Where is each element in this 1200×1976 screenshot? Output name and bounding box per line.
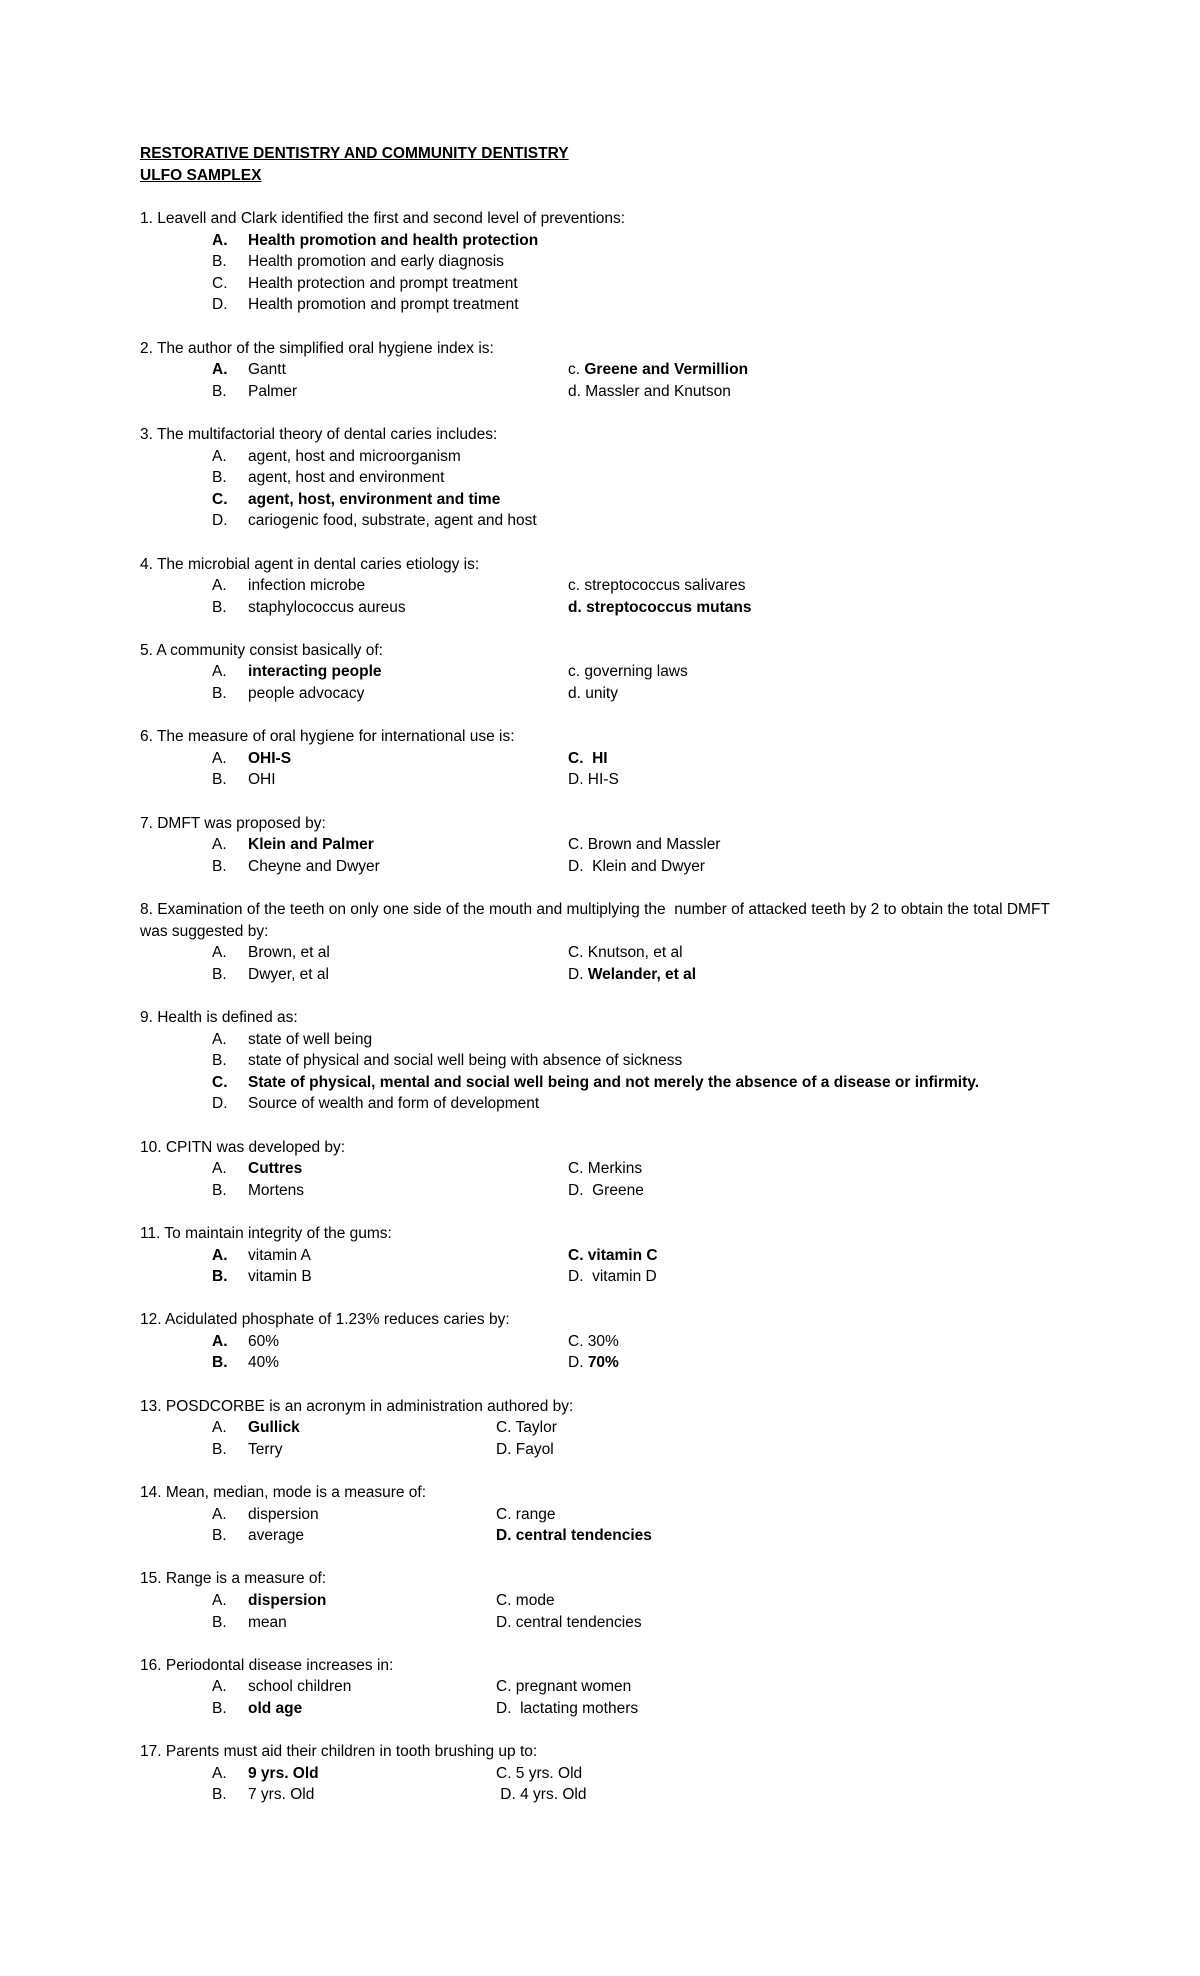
option-letter: B. — [212, 1181, 227, 1199]
answer-option-row — [140, 856, 1080, 878]
option-letter: B. — [212, 1354, 228, 1372]
question-stem: 7. DMFT was proposed by: — [140, 814, 326, 832]
option-right-column — [568, 1266, 657, 1288]
answer-option-row — [140, 942, 1080, 964]
question-item — [140, 899, 1080, 985]
option-text: agent, host and environment — [248, 469, 445, 487]
option-right-column — [568, 683, 618, 705]
option-right-text: C. pregnant women — [496, 1678, 632, 1696]
header-title: RESTORATIVE DENTISTRY AND COMMUNITY DENTISTRY — [140, 145, 569, 162]
answer-option-row — [140, 1331, 1080, 1353]
answer-option-row — [140, 294, 1080, 316]
answer-option-row — [140, 230, 1080, 252]
option-right-column — [568, 1331, 619, 1353]
option-text: interacting people — [248, 663, 382, 681]
question-stem: 17. Parents must aid their children in tooth brushing up to: — [140, 1743, 538, 1761]
question-item — [140, 1223, 1080, 1288]
option-right-text: D. HI-S — [568, 771, 619, 789]
option-right-text: D. Fayol — [496, 1440, 554, 1458]
answer-option-row — [140, 1050, 1080, 1072]
answer-option-row — [140, 1266, 1080, 1288]
question-item — [140, 208, 1080, 316]
option-right-column — [496, 1784, 586, 1806]
option-right-text: d. unity — [568, 685, 618, 703]
answer-option-row — [140, 1439, 1080, 1461]
answer-option-row — [140, 683, 1080, 705]
option-letter: A. — [212, 1419, 227, 1437]
option-text: school children — [248, 1678, 352, 1696]
option-text: staphylococcus aureus — [248, 598, 406, 616]
question-item — [140, 554, 1080, 619]
option-text: state of well being — [248, 1030, 373, 1048]
header-subtitle: ULFO SAMPLEX — [140, 166, 262, 184]
answer-option-row — [140, 1784, 1080, 1806]
option-letter: C. — [212, 490, 228, 508]
answer-option-row — [140, 1158, 1080, 1180]
option-letter: B. — [212, 1440, 227, 1458]
option-right-column — [496, 1525, 652, 1547]
answer-option-row — [140, 1504, 1080, 1526]
option-right-text: D. Greene — [568, 1181, 644, 1199]
option-right-answer: 70% — [587, 1354, 619, 1372]
option-text: average — [248, 1527, 305, 1545]
option-right-column — [568, 1352, 619, 1374]
option-text: 9 yrs. Old — [248, 1764, 319, 1782]
question-item — [140, 1309, 1080, 1374]
option-right-text: D. vitamin D — [568, 1268, 657, 1286]
option-text: 7 yrs. Old — [248, 1786, 315, 1804]
option-letter: A. — [212, 1332, 228, 1350]
question-item — [140, 424, 1080, 532]
option-right-column — [496, 1763, 582, 1785]
question-item — [140, 1396, 1080, 1461]
option-letter: B. — [212, 1786, 227, 1804]
option-right-text: D. lactating mothers — [496, 1699, 639, 1717]
option-text: vitamin A — [248, 1246, 311, 1264]
option-right-column — [496, 1612, 642, 1634]
answer-option-row — [140, 1180, 1080, 1202]
option-right-text: D. 4 yrs. Old — [496, 1786, 587, 1804]
option-right-column — [568, 1158, 642, 1180]
option-text: Gantt — [248, 361, 286, 379]
answer-option-row — [140, 1612, 1080, 1634]
option-letter: A. — [212, 749, 227, 767]
question-stem: 5. A community consist basically of: — [140, 641, 383, 659]
option-text: Source of wealth and form of development — [248, 1095, 540, 1113]
option-text: dispersion — [248, 1505, 319, 1523]
answer-option-row — [140, 769, 1080, 791]
answer-option-row — [140, 446, 1080, 468]
option-right-answer: Greene and Vermillion — [584, 361, 749, 379]
option-text: Cheyne and Dwyer — [248, 857, 380, 875]
answer-option-row — [140, 1093, 1080, 1115]
answer-option-row — [140, 1417, 1080, 1439]
answer-option-row — [140, 597, 1080, 619]
option-letter: B. — [212, 965, 227, 983]
option-text: Palmer — [248, 382, 298, 400]
answer-option-row — [140, 1072, 1080, 1094]
option-text: cariogenic food, substrate, agent and host — [248, 512, 537, 530]
answer-option-row — [140, 1763, 1080, 1785]
option-right-column — [568, 834, 720, 856]
option-right-answer: Welander, et al — [587, 965, 697, 983]
option-right-column — [568, 359, 748, 381]
question-list — [140, 208, 1080, 1828]
question-item — [140, 1741, 1080, 1806]
option-letter: C. — [212, 1073, 228, 1091]
option-text: OHI — [248, 771, 276, 789]
option-right-column — [496, 1504, 555, 1526]
option-text: Mortens — [248, 1181, 304, 1199]
answer-option-row — [140, 1029, 1080, 1051]
option-right-text: C. range — [496, 1505, 556, 1523]
answer-option-row — [140, 834, 1080, 856]
answer-option-row — [140, 1245, 1080, 1267]
option-right-text: C. Taylor — [496, 1419, 557, 1437]
document-header — [140, 143, 569, 186]
option-right-column — [568, 1180, 644, 1202]
option-right-text: C. Brown and Massler — [568, 836, 721, 854]
option-right-text: C. Knutson, et al — [568, 944, 683, 962]
option-letter: A. — [212, 1246, 228, 1264]
option-text: Cuttres — [248, 1160, 303, 1178]
option-right-text: C. mode — [496, 1592, 555, 1609]
option-text: vitamin B — [248, 1268, 312, 1286]
question-stem: 14. Mean, median, mode is a measure of: — [140, 1484, 427, 1502]
option-text: 60% — [248, 1332, 280, 1350]
option-right-text: C. Merkins — [568, 1160, 643, 1178]
answer-option-row — [140, 1698, 1080, 1720]
answer-option-row — [140, 1590, 1080, 1612]
option-right-column — [496, 1590, 555, 1612]
option-text: OHI-S — [248, 749, 292, 767]
option-text: Dwyer, et al — [248, 965, 329, 983]
answer-option-row — [140, 251, 1080, 273]
option-text: Health promotion and health protection — [248, 231, 539, 249]
question-item — [140, 1655, 1080, 1720]
question-stem: 2. The author of the simplified oral hygiene index is: — [140, 339, 494, 357]
option-right-column — [568, 661, 688, 683]
option-right-column — [568, 856, 705, 878]
question-item — [140, 1137, 1080, 1202]
option-right-column — [568, 597, 751, 619]
option-right-column — [496, 1439, 554, 1461]
option-letter: B. — [212, 382, 227, 400]
option-letter: B. — [212, 253, 227, 271]
option-right-text: D. — [568, 965, 588, 983]
option-right-column — [496, 1417, 557, 1439]
option-right-column — [568, 964, 696, 986]
option-letter: C. — [212, 274, 228, 292]
answer-option-row — [140, 964, 1080, 986]
option-text: agent, host and microorganism — [248, 447, 461, 465]
option-right-answer: C. HI — [568, 749, 608, 767]
option-text: Terry — [248, 1440, 283, 1458]
option-letter: B. — [212, 1268, 228, 1286]
option-text: Gullick — [248, 1419, 300, 1437]
option-text: mean — [248, 1613, 287, 1631]
option-text: Brown, et al — [248, 944, 330, 962]
question-stem: 3. The multifactorial theory of dental caries includes: — [140, 425, 498, 443]
option-text: Health promotion and early diagnosis — [248, 253, 504, 271]
question-item — [140, 813, 1080, 878]
option-letter: A. — [212, 1678, 227, 1696]
option-right-column — [568, 381, 731, 403]
option-text: State of physical, mental and social well being and not merely the absence of a disease or infirmity. — [248, 1073, 980, 1091]
question-stem: 16. Periodontal disease increases in: — [140, 1656, 394, 1674]
option-letter: A. — [212, 1764, 227, 1782]
question-stem: 15. Range is a measure of: — [140, 1570, 327, 1588]
question-stem: 11. To maintain integrity of the gums: — [140, 1224, 392, 1242]
option-letter: D. — [212, 296, 228, 314]
answer-option-row — [140, 1352, 1080, 1374]
answer-option-row — [140, 467, 1080, 489]
option-right-answer: D. central tendencies — [496, 1527, 652, 1545]
question-stem: 6. The measure of oral hygiene for international use is: — [140, 728, 515, 746]
option-right-text: D. Klein and Dwyer — [568, 857, 705, 875]
option-letter: A. — [212, 577, 227, 595]
answer-option-row — [140, 1676, 1080, 1698]
option-right-answer: C. vitamin C — [568, 1246, 658, 1264]
option-letter: D. — [212, 512, 228, 530]
option-letter: A. — [212, 663, 227, 681]
answer-option-row — [140, 661, 1080, 683]
answer-option-row — [140, 273, 1080, 295]
option-letter: B. — [212, 1052, 227, 1070]
option-letter: A. — [212, 1030, 227, 1048]
question-stem: 9. Health is defined as: — [140, 1008, 298, 1026]
option-right-column — [568, 942, 683, 964]
question-stem: 4. The microbial agent in dental caries etiology is: — [140, 555, 480, 573]
option-text: dispersion — [248, 1592, 327, 1609]
option-text: infection microbe — [248, 577, 366, 595]
option-text: state of physical and social well being with absence of sickness — [248, 1052, 683, 1070]
question-stem: 13. POSDCORBE is an acronym in administration authored by: — [140, 1397, 574, 1415]
option-letter: A. — [212, 361, 228, 379]
question-stem: 1. Leavell and Clark identified the first and second level of preventions: — [140, 210, 626, 227]
option-right-answer: d. streptococcus mutans — [568, 598, 752, 616]
question-item — [140, 1568, 1080, 1633]
answer-option-row — [140, 575, 1080, 597]
answer-option-row — [140, 381, 1080, 403]
question-item — [140, 1482, 1080, 1547]
option-letter: B. — [212, 1527, 227, 1545]
option-right-column — [568, 748, 608, 770]
option-letter: A. — [212, 836, 227, 854]
option-letter: A. — [212, 1592, 227, 1609]
option-right-text: C. 5 yrs. Old — [496, 1764, 583, 1782]
option-right-text: C. 30% — [568, 1332, 619, 1350]
option-text: 40% — [248, 1354, 280, 1372]
option-right-text: c. — [568, 361, 585, 379]
option-letter: B. — [212, 685, 227, 703]
option-right-column — [568, 769, 619, 791]
option-text: old age — [248, 1699, 303, 1717]
option-right-column — [568, 575, 745, 597]
option-letter: B. — [212, 598, 227, 616]
option-letter: B. — [212, 857, 227, 875]
option-right-column — [568, 1245, 658, 1267]
question-stem: 8. Examination of the teeth on only one side of the mouth and multiplying the number of attacked teeth by 2 to obtain the total DMFT was suggested by: — [140, 901, 1054, 940]
question-item — [140, 640, 1080, 705]
option-text: Klein and Palmer — [248, 836, 374, 854]
option-right-column — [496, 1698, 638, 1720]
answer-option-row — [140, 1525, 1080, 1547]
question-item — [140, 1007, 1080, 1115]
option-letter: A. — [212, 944, 227, 962]
option-letter: B. — [212, 469, 227, 487]
answer-option-row — [140, 748, 1080, 770]
answer-option-row — [140, 510, 1080, 532]
question-item — [140, 726, 1080, 791]
option-text: Health promotion and prompt treatment — [248, 296, 519, 314]
option-right-column — [496, 1676, 631, 1698]
question-stem: 10. CPITN was developed by: — [140, 1138, 346, 1156]
option-text: Health protection and prompt treatment — [248, 274, 518, 292]
option-text: people advocacy — [248, 685, 365, 703]
option-letter: A. — [212, 1160, 227, 1178]
option-text: agent, host, environment and time — [248, 490, 501, 508]
option-letter: B. — [212, 1699, 227, 1717]
option-letter: B. — [212, 1613, 227, 1631]
option-right-text: D. — [568, 1354, 588, 1372]
option-letter: B. — [212, 771, 227, 789]
option-right-text: d. Massler and Knutson — [568, 382, 731, 400]
question-item — [140, 338, 1080, 403]
option-letter: D. — [212, 1095, 228, 1113]
option-letter: A. — [212, 447, 227, 465]
option-letter: A. — [212, 231, 228, 249]
question-stem: 12. Acidulated phosphate of 1.23% reduces caries by: — [140, 1311, 510, 1329]
answer-option-row — [140, 359, 1080, 381]
option-right-text: D. central tendencies — [496, 1613, 642, 1631]
option-letter: A. — [212, 1505, 227, 1523]
option-right-text: c. governing laws — [568, 663, 688, 681]
option-right-text: c. streptococcus salivares — [568, 577, 746, 595]
answer-option-row — [140, 489, 1080, 511]
